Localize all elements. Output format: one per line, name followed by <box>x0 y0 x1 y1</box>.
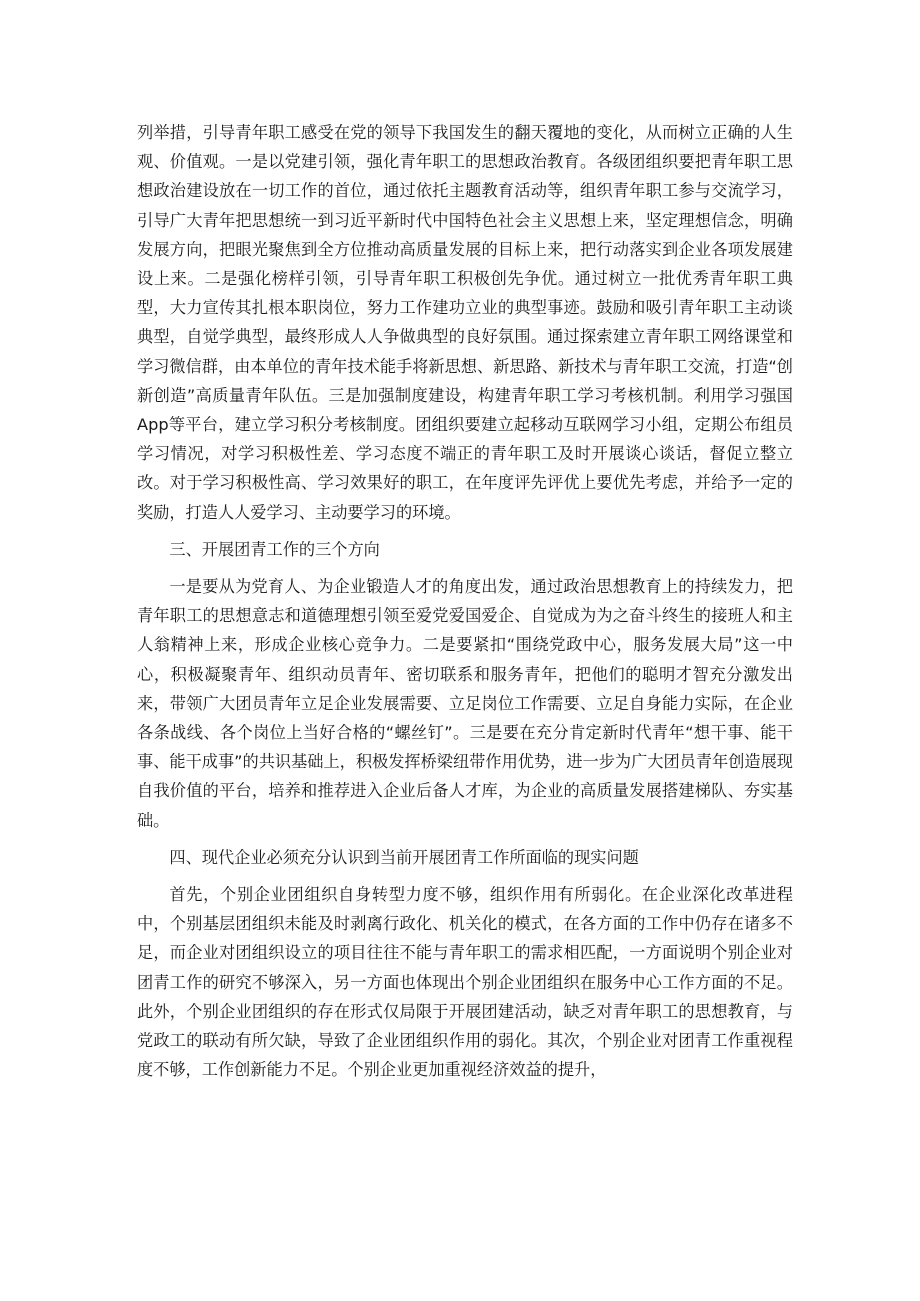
body-paragraph-3: 首先，个别企业团组织自身转型力度不够，组织作用有所弱化。在企业深化改革进程中，个别基层团组织未能及时剥离行政化、机关化的模式，在各方面的工作中仍存在诸多不足，而企业对团组织设立的项目往往不能与青年职工的需求相匹配，一方面说明个别企业对团青工作的研究不够深入，另一方面也体现出个别企业团组织在服务中心工作方面的不足。此外，个别企业团组织的存在形式仅局限于开展团建活动，缺乏对青年职工的思想教育，与党政工的联动有所欠缺，导致了企业团组织作用的弱化。其次，个别企业对团青工作重视程度不够，工作创新能力不足。个别企业更加重视经济效益的提升， <box>137 885 793 1080</box>
section-heading-4: 四、现代企业必须充分认识到当前开展团青工作所面临的现实问题 <box>169 847 639 867</box>
body-paragraph-1: 列举措，引导青年职工感受在党的领导下我国发生的翻天覆地的变化，从而树立正确的人生观、价值观。一是以党建引领，强化青年职工的思想政治教育。各级团组织要把青年职工思想政治建设放在一切工作的首位，通过依托主题教育活动等，组织青年职工参与交流学习，引导广大青年把思想统一到习近平新时代中国特色社会主义思想上来，坚定理想信念，明确发展方向，把眼光聚焦到全方位推动高质量发展的目标上来，把行动落实到企业各项发展建设上来。二是强化榜样引领，引导青年职工积极创先争优。通过树立一批优秀青年职工典型，大力宣传其扎根本职岗位，努力工作建功立业的典型事迹。鼓励和吸引青年职工主动谈典型，自觉学典型，最终形成人人争做典型的良好氛围。通过探索建立青年职工网络课堂和学习微信群，由本单位的青年技术能手将新思想、新思路、新技术与青年职工交流，打造“创新创造”高质量青年队伍。三是加强制度建设，构建青年职工学习考核机制。利用学习强国App等平台，建立学习积分考核制度。团组织要建立起移动互联网学习小组，定期公布组员学习情况，对学习积极性差、学习态度不端正的青年职工及时开展谈心谈话，督促立整立改。对于学习积极性高、学习效果好的职工，在年度评先评优上要优先考虑，并给予一定的奖励，打造人人爱学习、主动要学习的环境。 <box>137 123 793 522</box>
section-heading-3: 三、开展团青工作的三个方向 <box>169 539 380 559</box>
document-page <box>137 118 793 1085</box>
body-paragraph-2: 一是要从为党育人、为企业锻造人才的角度出发，通过政治思想教育上的持续发力，把青年职工的思想意志和道德理想引领至爱党爱国爱企、自觉成为为之奋斗终生的接班人和主人翁精神上来，形成企业核心竞争力。二是要紧扣“围绕党政中心，服务发展大局”这一中心，积极凝聚青年、组织动员青年、密切联系和服务青年，把他们的聪明才智充分激发出来，带领广大团员青年立足企业发展需要、立足岗位工作需要、立足自身能力实际，在企业各条战线、各个岗位上当好合格的“螺丝钉”。三是要在充分肯定新时代青年“想干事、能干事、能干成事”的共识基础上，积极发挥桥梁纽带作用优势，进一步为广大团员青年创造展现自我价值的平台，培养和推荐进入企业后备人才库，为企业的高质量发展搭建梯队、夯实基础。 <box>137 577 793 830</box>
